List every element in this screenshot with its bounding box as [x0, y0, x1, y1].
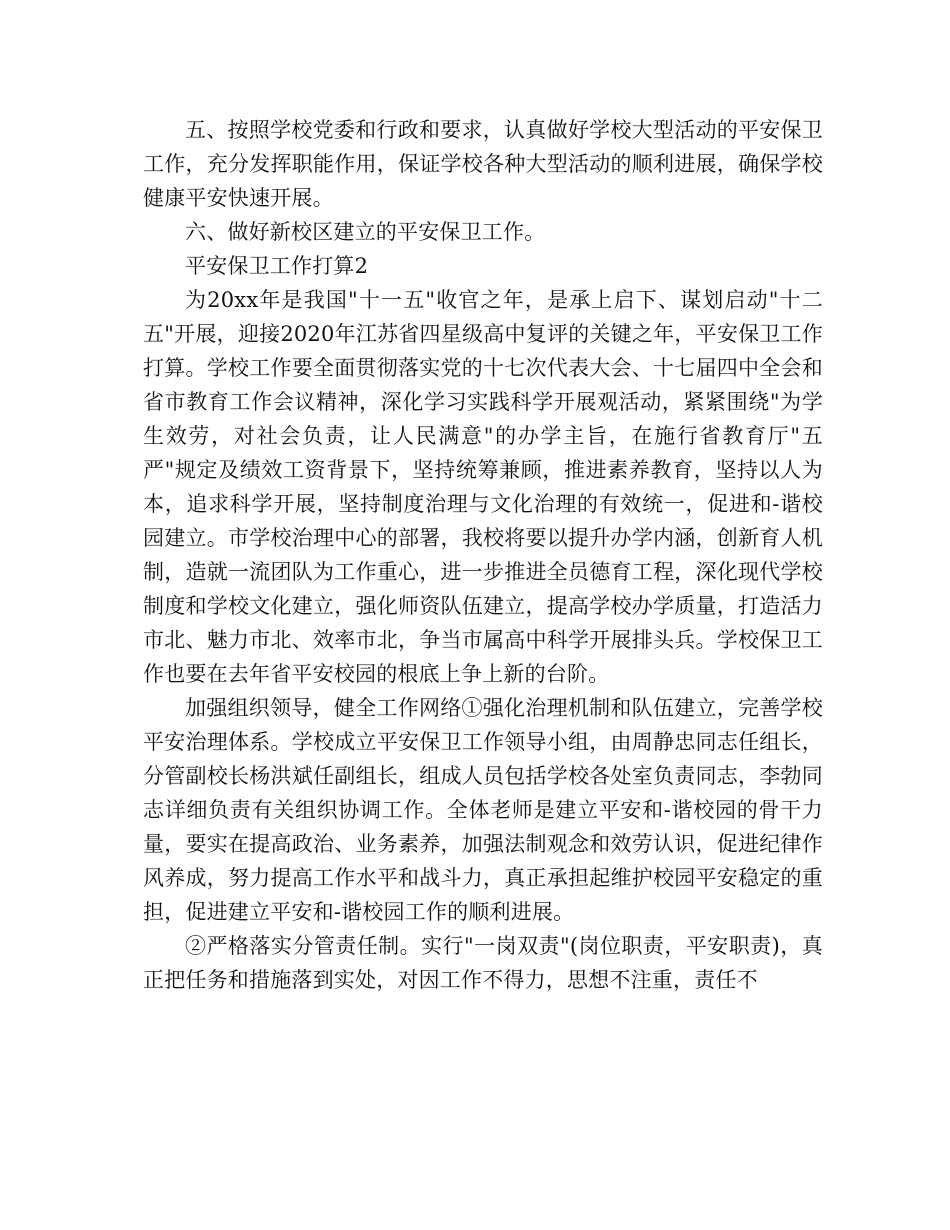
paragraph-section-five: 五、按照学校党委和行政和要求，认真做好学校大型活动的平安保卫工作，充分发挥职能作用，保证学校各种大型活动的顺利进展，确保学校健康平安快速开展。: [143, 118, 823, 210]
document-body: [143, 113, 823, 997]
paragraph-intro: 为20xx年是我国"十一五"收官之年，是承上启下、谋划启动"十二五"开展，迎接2020年江苏省四星级高中复评的关键之年，平安保卫工作打算。学校工作要全面贯彻落实党的十七次代表大会、十七届四中全会和省市教育工作会议精神，深化学习实践科学开展观活动，紧紧围绕"为学生效劳，对社会负责，让人民满意"的办学主旨，在施行省教育厅"五严"规定及绩效工资背景下，坚持统筹兼顾，推进素养教育，坚持以人为本，追求科学开展，坚持制度治理与文化治理的有效统一，促进和-谐校园建立。市学校治理中心的部署，我校将要以提升办学内涵，创新育人机制，造就一流团队为工作重心，进一步推进全员德育工程，深化现代学校制度和学校文化建立，强化师资队伍建立，提高学校办学质量，打造活力市北、魅力市北、效率市北，争当市属高中科学开展排头兵。学校保卫工作也要在去年省平安校园的根底上争上新的台阶。: [143, 288, 823, 686]
paragraph-organization: 加强组织领导，健全工作网络①强化治理机制和队伍建立，完善学校平安治理体系。学校成立平安保卫工作领导小组，由周静忠同志任组长，分管副校长杨洪斌任副组长，组成人员包括学校各处室负责同志，李勃同志详细负责有关组织协调工作。全体老师是建立平安和-谐校园的骨干力量，要实在提高政治、业务素养，加强法制观念和效劳认识，促进纪律作风养成，努力提高工作水平和战斗力，真正承担起维护校园平安稳定的重担，促进建立平安和-谐校园工作的顺利进展。: [143, 696, 823, 924]
section-heading: 平安保卫工作打算2: [185, 254, 369, 278]
paragraph-section-six: 六、做好新校区建立的平安保卫工作。: [185, 220, 546, 244]
paragraph-responsibility: ②严格落实分管责任制。实行"一岗双责"(岗位职责，平安职责)，真正把任务和措施落到实处，对因工作不得力，思想不注重，责任不: [143, 934, 823, 992]
